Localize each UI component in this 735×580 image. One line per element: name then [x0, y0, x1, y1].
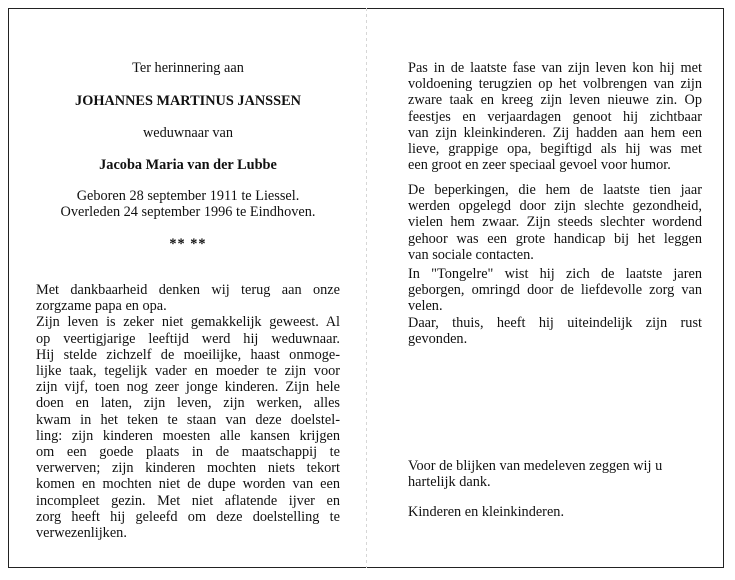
- thanks-text: [408, 458, 702, 490]
- birth-line: Geboren 28 september 1911 te Liessel.: [76, 188, 300, 204]
- text-line: Hij stelde zichzelf de moeilijke, haast onmoge-: [36, 346, 340, 363]
- text-line: werden opgelegd door zijn slechte gezondheid,: [408, 198, 702, 215]
- deceased-name: JOHANNES MARTINUS JANSSEN: [75, 93, 301, 109]
- text-line: geborgen, omringd door de liefdevolle zorg van: [408, 282, 702, 299]
- text-line: zorgzame papa en opa.: [36, 298, 167, 315]
- death-line: Overleden 24 september 1996 te Eindhoven.: [60, 204, 316, 220]
- text-line: gehoor was een grote handicap bij het leggen: [408, 230, 702, 247]
- text-line: velen.: [408, 298, 443, 315]
- text-line: hartelijk dank.: [408, 474, 491, 491]
- text-line: Pas in de laatste fase van zijn leven kon hij met: [408, 60, 702, 76]
- text-line: een groot en zeer speciaal gevoel voor humor.: [408, 157, 671, 174]
- text-line: Zijn leven is zeker niet gemakkelijk geweest. Al: [36, 314, 340, 331]
- text-line: om een goede plaats in de maatschappij te: [36, 444, 340, 461]
- text-line: zijn vijf, toen nog zeer jonge kinderen. Zijn hele: [36, 379, 340, 396]
- text-line: verwerven; zijn kinderen mochten niets tekort: [36, 460, 340, 477]
- text-line: In "Tongelre" wist hij zich de laatste jaren: [408, 266, 702, 282]
- text-line: zware taak en kreeg zijn leven nieuwe zin. Op: [408, 92, 702, 109]
- text-line: ling: zijn kinderen moesten alle kansen krijgen: [36, 427, 340, 444]
- right-paragraph-2: [408, 182, 702, 263]
- text-line: kwam in het teken te staan van deze doelstel-: [36, 411, 340, 428]
- spouse-name: Jacoba Maria van der Lubbe: [99, 157, 277, 173]
- right-paragraph-1: [408, 60, 702, 173]
- text-line: Daar, thuis, heeft hij uiteindelijk zijn rust: [408, 314, 702, 331]
- text-line: van zijn kleinkinderen. Zij hadden aan hem een: [408, 124, 702, 141]
- right-paragraph-3: [408, 266, 702, 347]
- text-line: gevonden.: [408, 330, 468, 347]
- text-line: incompleet gezin. Met niet aflatende ijver en: [36, 492, 340, 509]
- signature-text: Kinderen en kleinkinderen.: [408, 504, 565, 520]
- text-line: feestjes en verjaardagen genoot hij zichtbaar: [408, 108, 702, 125]
- text-line: voldoening terugzien op het volbrengen van zijn: [408, 76, 702, 93]
- left-body-text: [36, 282, 340, 541]
- text-line: Met dankbaarheid denken wij terug aan onze: [36, 282, 340, 298]
- text-line: van sociale contacten.: [408, 246, 534, 263]
- text-line: Voor de blijken van medeleven zeggen wij u: [408, 458, 663, 474]
- text-line: komen en mochten niet de dupe worden van een: [36, 476, 340, 493]
- text-line: verwezenlijken.: [36, 525, 127, 542]
- fold-line: [366, 8, 367, 568]
- text-line: De beperkingen, die hem de laatste tien jaar: [408, 182, 702, 198]
- text-line: doen en laten, zijn leven, zijn werken, alles: [36, 395, 340, 412]
- separator-stars: ** **: [169, 236, 207, 252]
- text-line: lieve, grappige opa, begiftigd als hij was met: [408, 141, 702, 158]
- text-line: op veertigjarige leeftijd werd hij weduwnaar.: [36, 330, 340, 347]
- relation-text: weduwnaar van: [142, 125, 234, 141]
- intro-text: Ter herinnering aan: [132, 60, 244, 76]
- text-line: lijke taak, tegelijk vader en moeder te zijn voor: [36, 363, 340, 380]
- text-line: vielen hem zwaar. Zijn steeds slechter wordend: [408, 214, 702, 231]
- text-line: zorg heeft hij geleefd om deze doelstelling te: [36, 508, 340, 525]
